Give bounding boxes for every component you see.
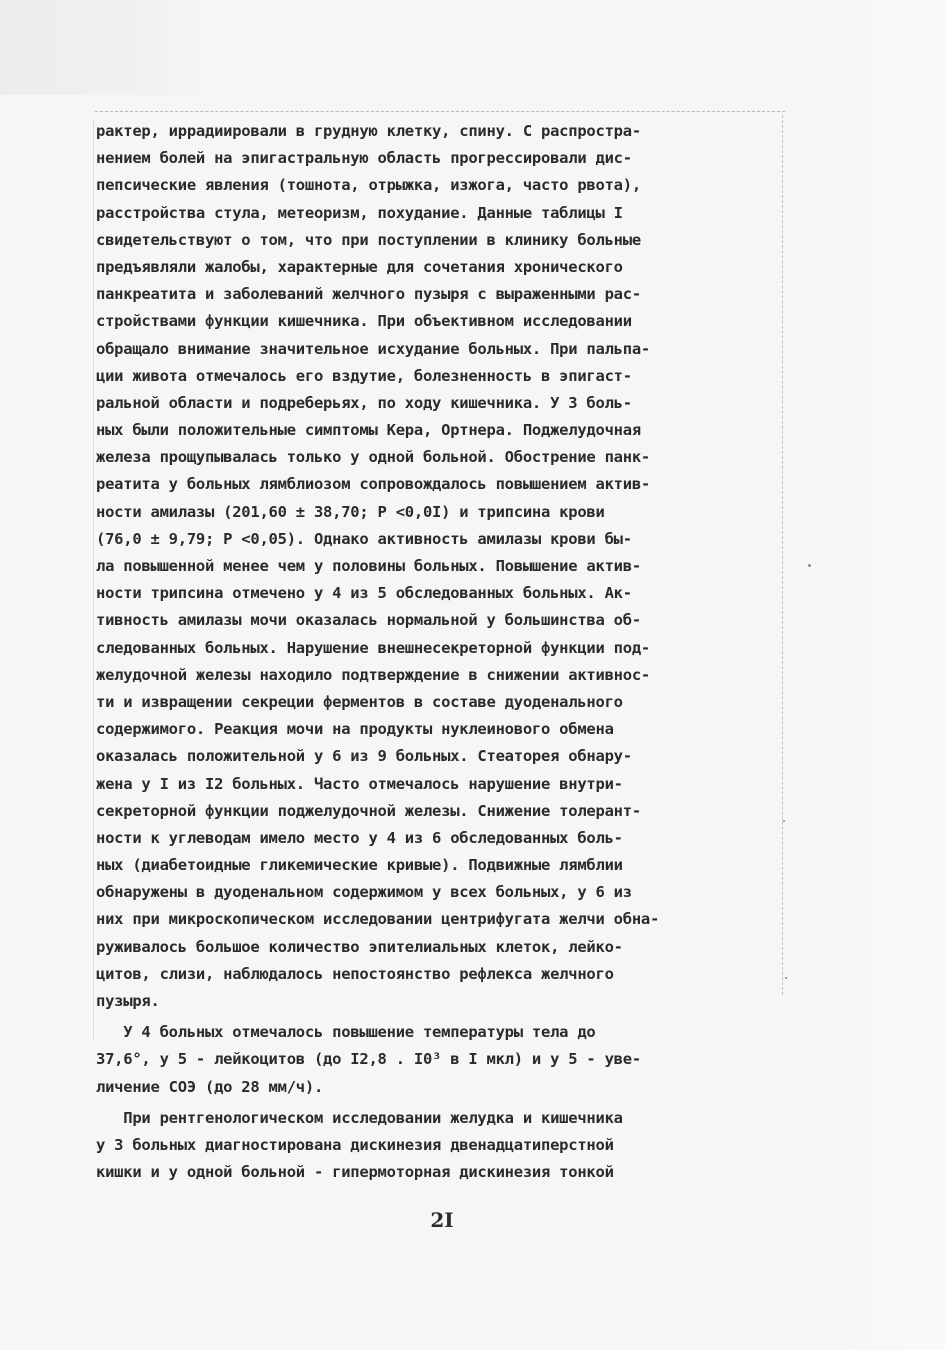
text-line: рактер, иррадиировали в грудную клетку, спину. С распростра- — [96, 122, 641, 140]
text-line: свидетельствуют о том, что при поступлении в клинику больные — [96, 230, 641, 249]
text-line: При рентгенологическом исследовании желудка и кишечника — [96, 1108, 623, 1127]
text-line: пепсические явления (тошнота, отрыжка, изжога, часто рвота), — [96, 176, 641, 195]
text-line: ности трипсина отмечено у 4 из 5 обследованных больных. Ак- — [96, 584, 632, 603]
text-line: ных (диабетоидные гликемические кривые). Подвижные лямблии — [96, 856, 623, 875]
text-line: стройствами функции кишечника. При объективном исследовании — [96, 312, 632, 331]
body-text — [96, 118, 786, 1186]
text-line: оказалась положительной у 6 из 9 больных. Стеаторея обнару- — [96, 747, 632, 766]
text-line: них при микроскопическом исследовании центрифугата желчи обна- — [96, 910, 660, 929]
scan-speck — [808, 564, 811, 567]
scan-shadow — [0, 0, 210, 95]
copy-edge-top — [95, 111, 785, 112]
paragraph-1 — [96, 118, 786, 1015]
text-line: предъявляли жалобы, характерные для сочетания хронического — [96, 257, 623, 276]
text-line: кишки и у одной больной - гипермоторная дискинезия тонкой — [96, 1163, 614, 1182]
page-number: 2I — [430, 1208, 454, 1232]
text-line: нением болей на эпигастральную область прогрессировали дис- — [96, 149, 632, 168]
text-line: (76,0 ± 9,79; P <0,05). Однако активность амилазы крови бы- — [96, 529, 632, 548]
text-line: ральной области и подреберьях, по ходу кишечника. У 3 боль- — [96, 393, 632, 412]
text-line: пузыря. — [96, 992, 160, 1010]
text-line: следованных больных. Нарушение внешнесекреторной функции под- — [96, 638, 650, 657]
text-line: желудочной железы находило подтверждение в снижении активнос- — [96, 665, 650, 684]
text-line: У 4 больных отмечалось повышение температуры тела до — [96, 1023, 596, 1042]
scan-margin — [835, 0, 945, 1350]
text-line: железа прощупывалась только у одной больной. Обострение панк- — [96, 448, 650, 467]
text-line: ции живота отмечалось его вздутие, болезненность в эпигаст- — [96, 366, 632, 385]
text-line: обращало внимание значительное исхудание больных. При пальпа- — [96, 339, 650, 358]
text-line: руживалось большое количество эпителиальных клеток, лейко- — [96, 937, 623, 956]
text-line: содержимого. Реакция мочи на продукты нуклеинового обмена — [96, 720, 614, 739]
text-line: 37,6°, у 5 - лейкоцитов (до I2,8 . I0³ в I мкл) и у 5 - уве- — [96, 1050, 641, 1069]
text-line: ности к углеводам имело место у 4 из 6 обследованных боль- — [96, 828, 623, 847]
paragraph-3 — [96, 1105, 786, 1187]
text-line: ла повышенной менее чем у половины больных. Повышение актив- — [96, 557, 641, 575]
text-line: реатита у больных лямблиозом сопровождалось повышением актив- — [96, 475, 650, 494]
text-line: ти и извращении секреции ферментов в составе дуоденального — [96, 692, 623, 711]
text-line: личение СОЭ (до 28 мм/ч). — [96, 1077, 324, 1096]
text-line: у 3 больных диагностирована дискинезия двенадцатиперстной — [96, 1135, 614, 1154]
copy-edge-left — [93, 120, 94, 1040]
text-line: тивность амилазы мочи оказалась нормальной у большинства об- — [96, 611, 641, 630]
text-line: секреторной функции поджелудочной железы. Снижение толерант- — [96, 801, 641, 820]
text-line: жена у I из I2 больных. Часто отмечалось нарушение внутри- — [96, 774, 623, 793]
text-line: обнаружены в дуоденальном содержимом у всех больных, у 6 из — [96, 883, 632, 902]
paragraph-2 — [96, 1019, 786, 1101]
text-line: ных были положительные симптомы Кера, Ортнера. Поджелудочная — [96, 421, 641, 440]
text-line: цитов, слизи, наблюдалось непостоянство рефлекса желчного — [96, 964, 614, 983]
text-line: панкреатита и заболеваний желчного пузыря с выраженными рас- — [96, 285, 641, 304]
text-line: ности амилазы (201,60 ± 38,70; P <0,0I) и трипсина крови — [96, 502, 605, 521]
text-line: расстройства стула, метеоризм, похудание. Данные таблицы I — [96, 203, 623, 222]
